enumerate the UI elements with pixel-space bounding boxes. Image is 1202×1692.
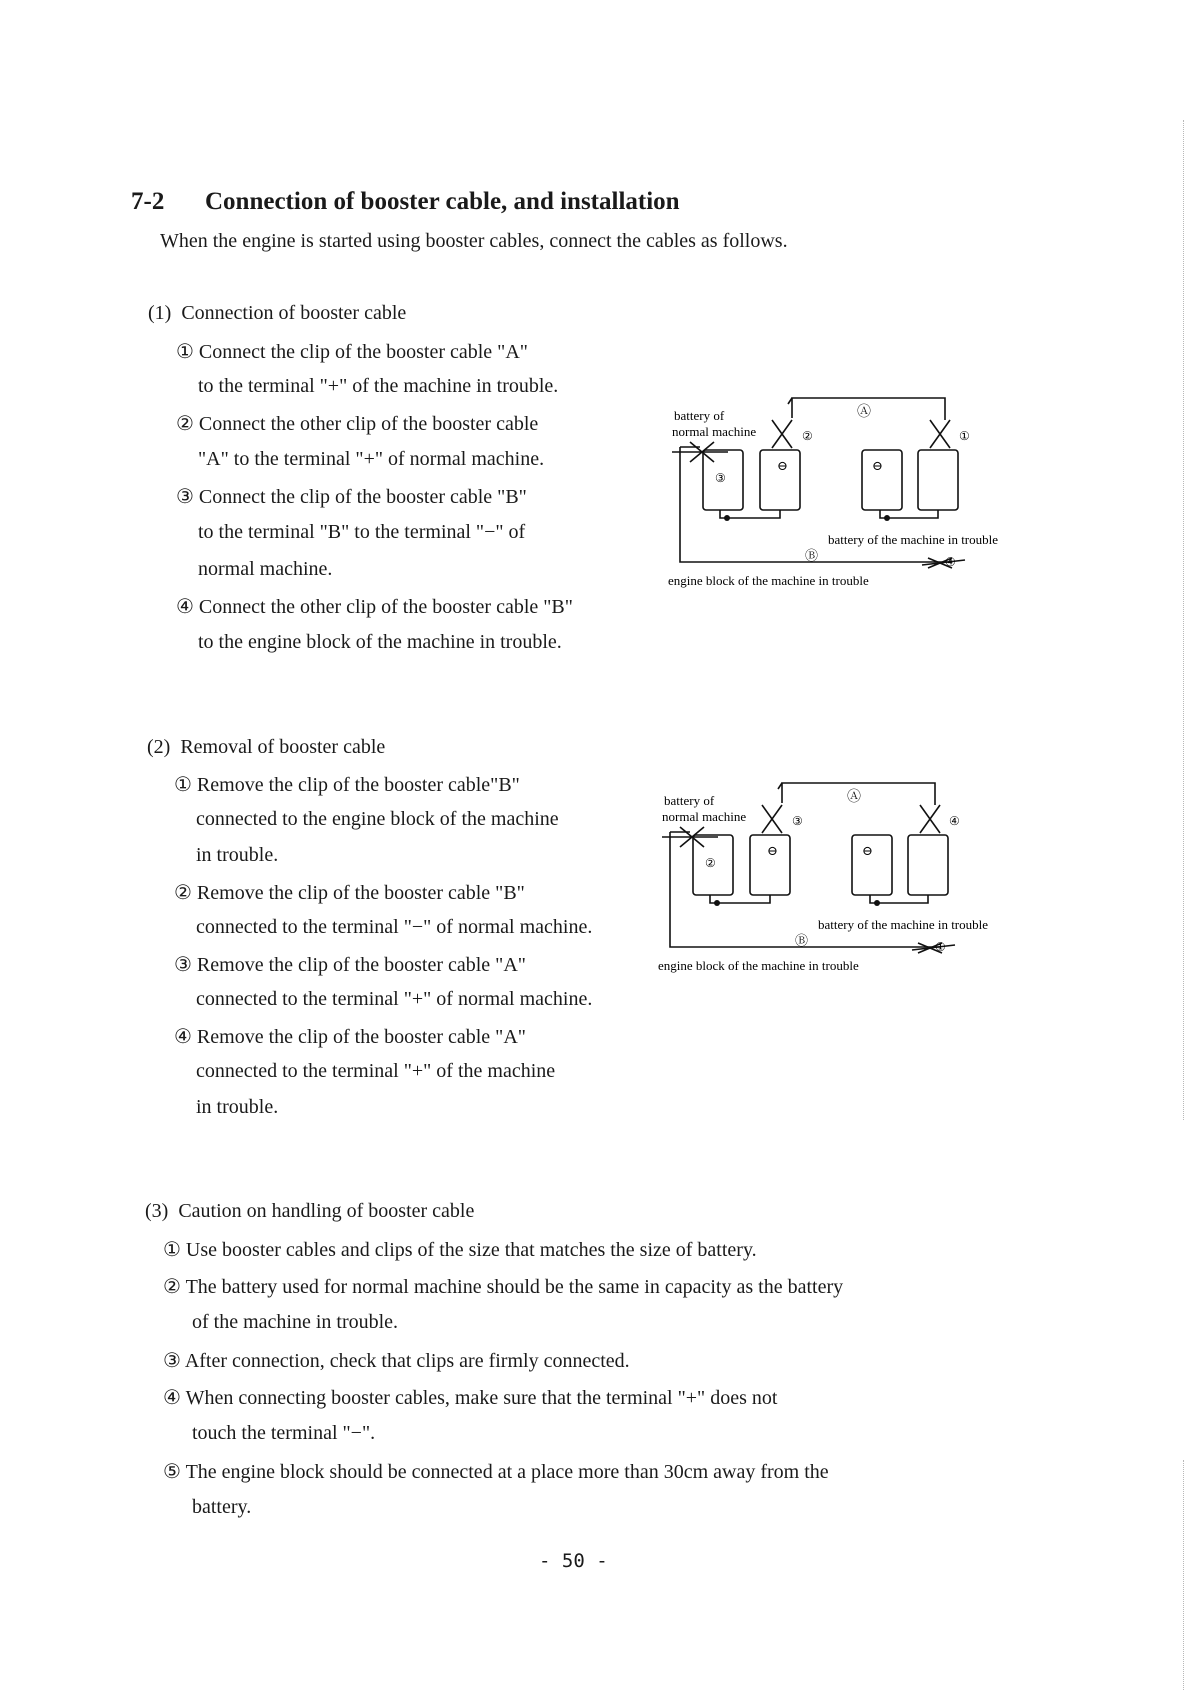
diagram1-marker-4: ④ — [945, 555, 956, 569]
diagram2-cable-b: Ⓑ — [795, 933, 809, 948]
part2-line: in trouble. — [196, 844, 279, 866]
diagram1-label-engine: engine block of the machine in trouble — [668, 573, 869, 588]
scan-edge-line — [1183, 1460, 1184, 1690]
part3-line: ⑤ The engine block should be connected at a place more than 30cm away from the — [163, 1461, 829, 1483]
diagram2-marker-2: ② — [705, 856, 716, 870]
part3-line: of the machine in trouble. — [192, 1311, 399, 1333]
section-number: 7-2 — [131, 188, 165, 215]
diagram1-marker-3: ③ — [715, 471, 726, 485]
part1-line: ② Connect the other clip of the booster cable — [176, 413, 539, 435]
section-intro: When the engine is started using booster cables, connect the cables as follows. — [160, 230, 788, 252]
part2-line: connected to the terminal "−" of normal machine. — [196, 916, 593, 938]
diagram2-label-normal-1: battery of — [664, 793, 715, 808]
diagram1-marker-1: ① — [959, 429, 970, 443]
part1-line: "A" to the terminal "+" of normal machine. — [198, 448, 545, 470]
part3-line: ② The battery used for normal machine should be the same in capacity as the battery — [163, 1276, 844, 1298]
diagram1-cable-a: Ⓐ — [857, 405, 871, 420]
diagram1-minus: ⊖ — [872, 458, 883, 473]
part2-line: connected to the engine block of the machine — [196, 808, 559, 830]
part2-line: ② Remove the clip of the booster cable "B" — [174, 882, 525, 904]
part3-line: ③ After connection, check that clips are firmly connected. — [163, 1350, 630, 1372]
part1-line: normal machine. — [198, 558, 333, 580]
part2-line: ① Remove the clip of the booster cable"B" — [174, 774, 520, 796]
section-title: Connection of booster cable, and installation — [205, 188, 680, 215]
part1-line: to the terminal "+" of the machine in trouble. — [198, 375, 559, 397]
part1-line: to the terminal "B" to the terminal "−" of — [198, 521, 526, 543]
diagram2-label-trouble: battery of the machine in trouble — [818, 917, 989, 932]
diagram1-minus: ⊖ — [777, 458, 788, 473]
part3-line: battery. — [192, 1496, 252, 1518]
part2-line: ④ Remove the clip of the booster cable "A" — [174, 1026, 526, 1048]
part2-line: connected to the terminal "+" of the machine — [196, 1060, 556, 1082]
part2-heading: (2) Removal of booster cable — [147, 736, 386, 758]
booster-removal-diagram — [650, 775, 1020, 985]
part3-line: ④ When connecting booster cables, make sure that the terminal "+" does not — [163, 1387, 778, 1409]
diagram2-label-normal-2: normal machine — [662, 809, 747, 824]
part2-line: in trouble. — [196, 1096, 279, 1118]
scan-edge-line — [1183, 120, 1184, 1120]
diagram2-minus: ⊖ — [767, 843, 778, 858]
part2-line: connected to the terminal "+" of normal machine. — [196, 988, 593, 1010]
diagram1-cable-b: Ⓑ — [805, 548, 819, 563]
part1-line: ③ Connect the clip of the booster cable "B" — [176, 486, 527, 508]
diagram2-marker-1: ① — [935, 940, 946, 954]
diagram1-marker-2: ② — [802, 429, 813, 443]
diagram1-label-trouble: battery of the machine in trouble — [828, 532, 999, 547]
part3-heading: (3) Caution on handling of booster cable — [145, 1200, 475, 1222]
part3-line: ① Use booster cables and clips of the size that matches the size of battery. — [163, 1239, 757, 1261]
page-number: - 50 - — [539, 1550, 608, 1572]
booster-connection-diagram — [660, 390, 1030, 600]
part1-line: to the engine block of the machine in trouble. — [198, 631, 562, 653]
diagram2-minus: ⊖ — [862, 843, 873, 858]
part3-line: touch the terminal "−". — [192, 1422, 376, 1444]
diagram2-marker-3: ③ — [792, 814, 803, 828]
diagram2-label-engine: engine block of the machine in trouble — [658, 958, 859, 973]
diagram2-cable-a: Ⓐ — [847, 790, 861, 805]
part1-line: ① Connect the clip of the booster cable "A" — [176, 341, 528, 363]
part2-line: ③ Remove the clip of the booster cable "A" — [174, 954, 526, 976]
diagram1-label-normal-2: normal machine — [672, 424, 757, 439]
diagram1-label-normal-1: battery of — [674, 408, 725, 423]
diagram2-marker-4: ④ — [949, 814, 960, 828]
part1-heading: (1) Connection of booster cable — [148, 302, 407, 324]
part1-line: ④ Connect the other clip of the booster cable "B" — [176, 596, 573, 618]
